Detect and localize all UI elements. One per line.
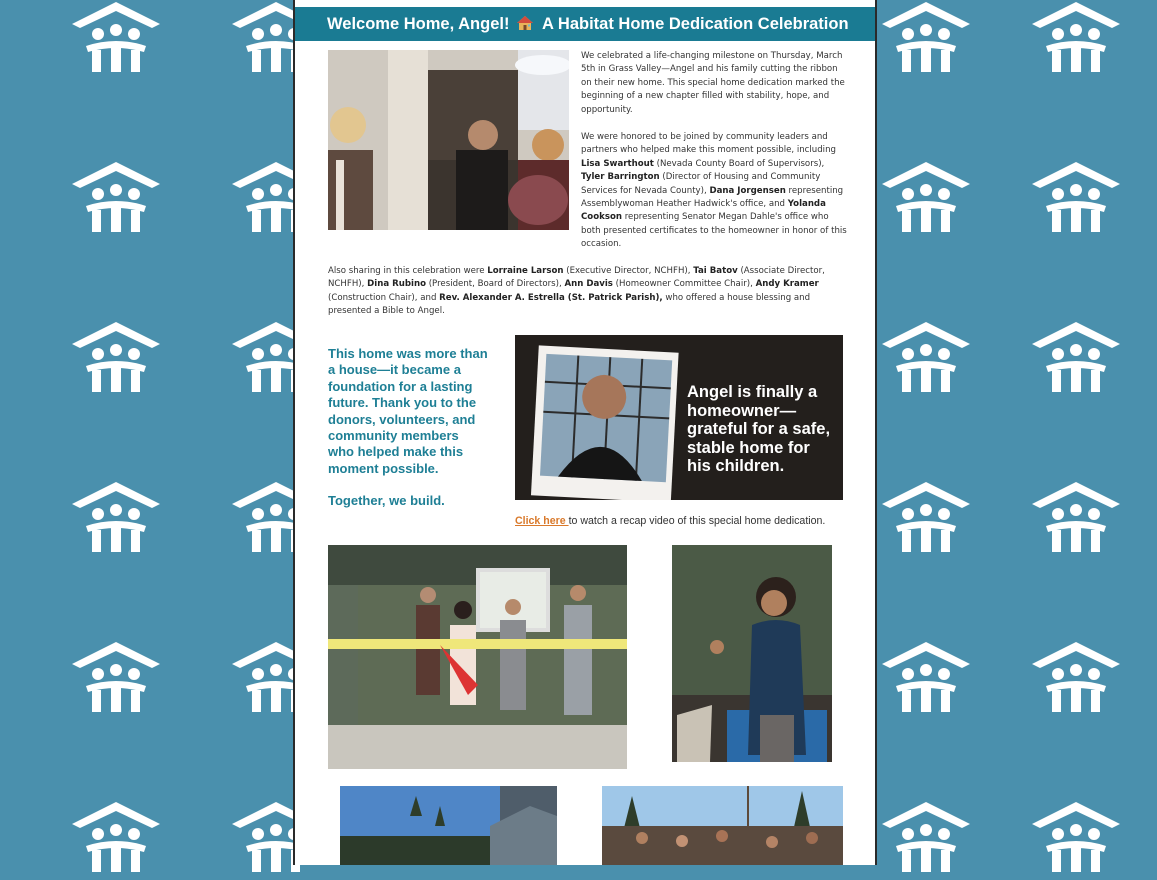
angel-polaroid-photo bbox=[515, 335, 685, 500]
habitat-logo-icon bbox=[1030, 320, 1122, 400]
name-dina: Dina Rubino bbox=[367, 279, 426, 290]
habitat-logo-icon bbox=[1030, 480, 1122, 560]
habitat-logo-icon bbox=[70, 0, 162, 80]
name-dana: Dana Jorgensen bbox=[709, 185, 786, 196]
habitat-logo-icon bbox=[1030, 640, 1122, 720]
habitat-logo-icon bbox=[880, 640, 972, 720]
name-lorraine: Lorraine Larson bbox=[487, 266, 564, 276]
name-tyler: Tyler Barrington bbox=[581, 172, 660, 183]
habitat-logo-icon bbox=[70, 640, 162, 720]
habitat-logo-icon bbox=[1030, 160, 1122, 240]
banner-title-part2: A Habitat Home Dedication Celebration bbox=[542, 15, 849, 33]
recap-line: Click here to watch a recap video of this special home dedication. bbox=[515, 515, 826, 527]
click-here-link[interactable]: Click here bbox=[515, 515, 569, 527]
habitat-logo-icon bbox=[880, 0, 972, 80]
habitat-logo-icon bbox=[70, 800, 162, 880]
house-emoji-icon bbox=[516, 15, 534, 31]
handshake-photo bbox=[328, 50, 569, 230]
ribbon-cutting-photo bbox=[328, 545, 627, 769]
habitat-logo-icon bbox=[880, 320, 972, 400]
also-sharing-paragraph: Also sharing in this celebration were Lorraine Larson (Executive Director, NCHFH), Tai Batov (Associate Director, NCHFH), Dina Rubino (President, Board of Directors), Ann Davis (Homeowner Committee Chair), Andy Kramer (Construction Chair), and Rev. Alexander A. Estrella (St. Patrick Parish), who offered a house blessing and presented a Bible to Angel. bbox=[328, 266, 825, 317]
speaker-photo bbox=[672, 545, 832, 762]
habitat-logo-icon bbox=[880, 800, 972, 880]
name-yolanda: Yolanda Cookson bbox=[581, 199, 826, 223]
habitat-logo-icon bbox=[880, 480, 972, 560]
name-lisa: Lisa Swarthout bbox=[581, 158, 654, 169]
name-tai: Tai Batov bbox=[693, 266, 738, 276]
habitat-logo-icon bbox=[70, 160, 162, 240]
intro-paragraph-1: We celebrated a life-changing milestone on Thursday, March 5th in Grass Valley—Angel and his family cutting the ribbon on their new home. This special home dedication marked the beginning of a new chapter filled with stability, hope, and opportunity. bbox=[581, 51, 845, 115]
banner-title-part1: Welcome Home, Angel! bbox=[327, 15, 510, 33]
header-banner bbox=[295, 7, 875, 41]
habitat-logo-icon bbox=[70, 480, 162, 560]
intro-paragraph-2: We were honored to be joined by community leaders and partners who helped make this moment possible, including Lisa Swarthout (Nevada County Board of Supervisors), Tyler Barrington (Director of Housing and Community Services for Nevada County), Dana Jorgensen representing Assemblywoman Heather Hadwick's office, and Yolanda Cookson representing Senator Megan Dahle's office who both presented certificates to the homeowner in honor of this occasion. bbox=[581, 132, 847, 250]
habitat-logo-icon bbox=[70, 320, 162, 400]
newsletter-card bbox=[293, 0, 877, 865]
name-andy: Andy Kramer bbox=[755, 279, 819, 290]
thank-you-quote: This home was more than a house—it became a foundation for a lasting future. Thank you to the donors, volunteers, and community members who helped make this moment possible. Together, we build. bbox=[328, 346, 488, 509]
crowd-celebration-photo bbox=[602, 786, 843, 865]
name-ann: Ann Davis bbox=[564, 279, 613, 290]
quote-closing: Together, we build. bbox=[328, 493, 445, 509]
poster-headline: Angel is finally a homeowner— grateful for a safe, stable home for his children. bbox=[687, 383, 831, 476]
habitat-logo-icon bbox=[880, 160, 972, 240]
habitat-logo-icon bbox=[1030, 0, 1122, 80]
name-alex: Rev. Alexander A. Estrella (St. Patrick Parish), bbox=[439, 292, 663, 303]
angel-poster bbox=[515, 335, 843, 500]
habitat-logo-icon bbox=[1030, 800, 1122, 880]
house-exterior-photo bbox=[340, 786, 557, 865]
